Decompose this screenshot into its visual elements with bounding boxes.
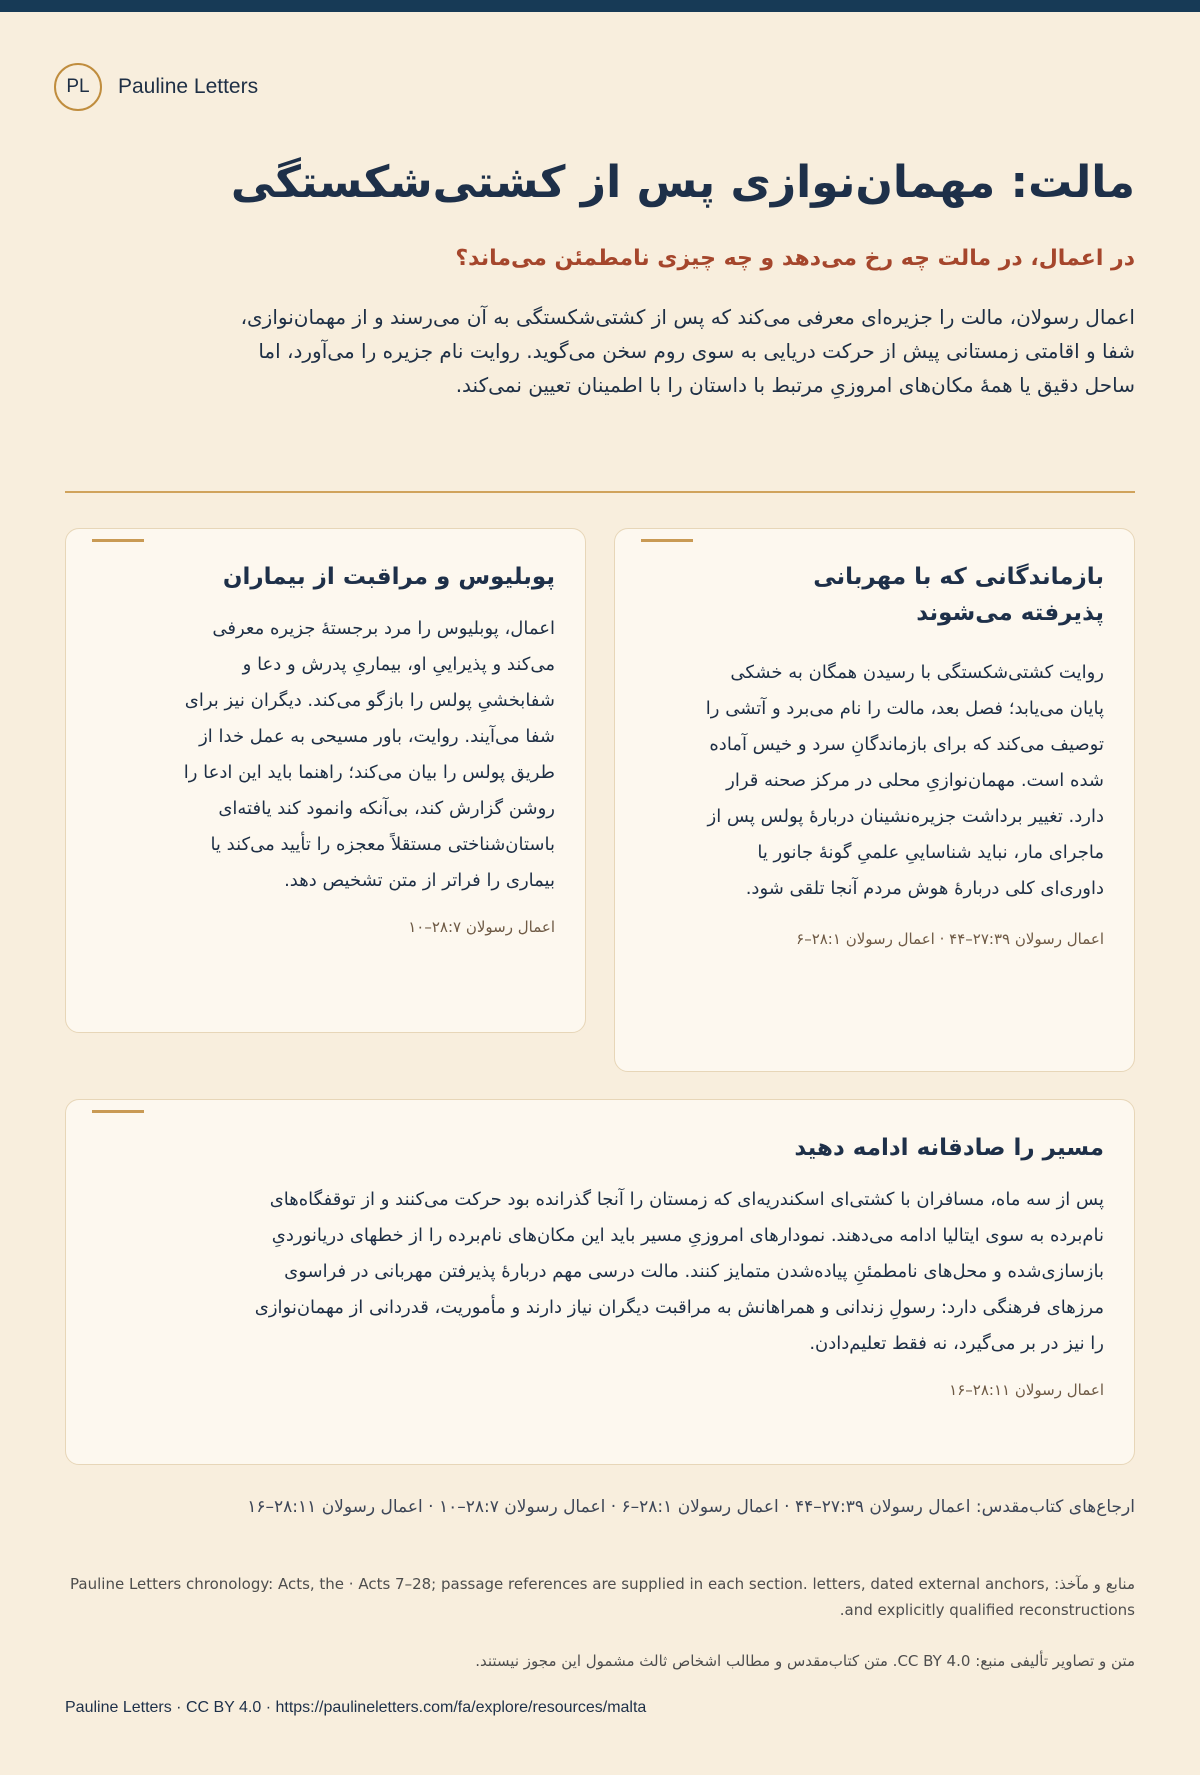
site-brand[interactable] (54, 63, 258, 111)
section-title: مسیر را صادقانه ادامه دهید (794, 1135, 1104, 1161)
section-card-survivors (614, 528, 1135, 1072)
sources-note: منابع و مآخذ: Pauline Letters chronology: Acts, the · Acts 7–28; passage references are supplied in each section. letters, dated external anchors, and explicitly qualified reconstructions. (70, 1575, 1135, 1619)
card-accent-line (641, 539, 693, 542)
top-bar (0, 0, 1200, 12)
card-accent-line (92, 1110, 144, 1113)
section-divider (65, 491, 1135, 493)
footer-credit[interactable]: Pauline Letters · CC BY 4.0 · https://paulineletters.com/fa/explore/resources/malta (65, 1699, 647, 1716)
card-accent-line (92, 539, 144, 542)
lead-paragraph: اعمال رسولان، مالت را جزیره‌ای معرفی می‌کند که پس از کشتی‌شکستگی به آن می‌رسند و از مهمان‌نوازی، شفا و اقامتی زمستانی پیش از حرکت دریایی به سوی روم سخن می‌گوید. روایت نام جزیره را می‌آورد، اما ساحل دقیق یا همهٔ مکان‌های امروزیِ مرتبط با داستان را با اطمینان تعیین نمی‌کند. (240, 305, 1135, 397)
section-card-publius (65, 528, 586, 1033)
section-card-route (65, 1099, 1135, 1465)
site-name[interactable]: Pauline Letters (118, 75, 259, 98)
section-reference: اعمال رسولان ۲۷:۳۹–۴۴ · اعمال رسولان ۲۸:۱–۶ (796, 930, 1104, 948)
section-title: پوبلیوس و مراقبت از بیماران (222, 564, 555, 590)
page-subtitle: در اعمال، در مالت چه رخ می‌دهد و چه چیزی نامطمئن می‌ماند؟ (455, 246, 1135, 271)
section-title: بازماندگانی که با مهربانی پذیرفته می‌شوند (813, 564, 1104, 626)
section-body: اعمال، پوبلیوس را مرد برجستهٔ جزیره معرفی می‌کند و پذیراییِ او، بیماریِ پدرش و دعا و شفابخشیِ پولس را بازگو می‌کند. دیگران نیز برای شفا می‌آیند. روایت، باور مسیحی به عمل خدا از طریق پولس را بیان می‌کند؛ راهنما باید این ادعا را روشن گزارش کند، بی‌آنکه وانمود کند یافته‌ای باستان‌شناختی مستقلاً معجزه را تأیید می‌کند یا بیماری را فراتر از متن تشخیص دهد. (183, 618, 555, 891)
site-logo[interactable]: PL (54, 63, 102, 111)
section-body: پس از سه ماه، مسافران با کشتی‌ای اسکندریه‌ای که زمستان را آنجا گذرانده بود حرکت می‌کنند و از توقفگاه‌های نام‌برده به سوی ایتالیا ادامه می‌دهند. نمودارهای امروزیِ مسیر باید این مکان‌های نام‌برده را از خطهای دریانوردیِ بازسازی‌شده و محل‌های نامطمئنِ پیاده‌شدن متمایز کنند. مالت درسی مهم دربارهٔ پذیرفتن مهربانی در فراسوی مرزهای فرهنگی دارد: رسولِ زندانی و همراهانش به مراقبت دیگران نیاز دارند و مأموریت، قدردانی از مهمان‌نوازی را نیز در بر می‌گیرد، نه فقط تعلیم‌دادن. (254, 1189, 1104, 1354)
section-reference: اعمال رسولان ۲۸:۷–۱۰ (408, 918, 555, 936)
page-title: مالت: مهمان‌نوازی پس از کشتی‌شکستگی (230, 157, 1135, 208)
section-reference: اعمال رسولان ۲۸:۱۱–۱۶ (949, 1381, 1104, 1399)
section-body: روایت کشتی‌شکستگی با رسیدن همگان به خشکی پایان می‌یابد؛ فصل بعد، مالت را نام می‌برد و آتشی را توصیف می‌کند که برای بازماندگانِ سرد و خیس آماده شده است. مهمان‌نوازیِ محلی در مرکز صحنه قرار دارد. تغییر برداشت جزیره‌نشینان دربارهٔ پولس پس از ماجرای مار، نباید شناساییِ علمیِ گونهٔ جانور یا داوری‌ای کلی دربارهٔ هوش مردم آنجا تلقی شود. (705, 662, 1104, 899)
scripture-references: ارجاع‌های کتاب‌مقدس: اعمال رسولان ۲۷:۳۹–۴۴ · اعمال رسولان ۲۸:۱–۶ · اعمال رسولان ۲۸:۷–۱۰ · اعمال رسولان ۲۸:۱۱–۱۶ (247, 1497, 1135, 1517)
license-note: متن و تصاویر تألیفی منبع: CC BY 4.0. متن کتاب‌مقدس و مطالب اشخاص ثالث مشمول این مجوز نیستند. (475, 1652, 1135, 1670)
